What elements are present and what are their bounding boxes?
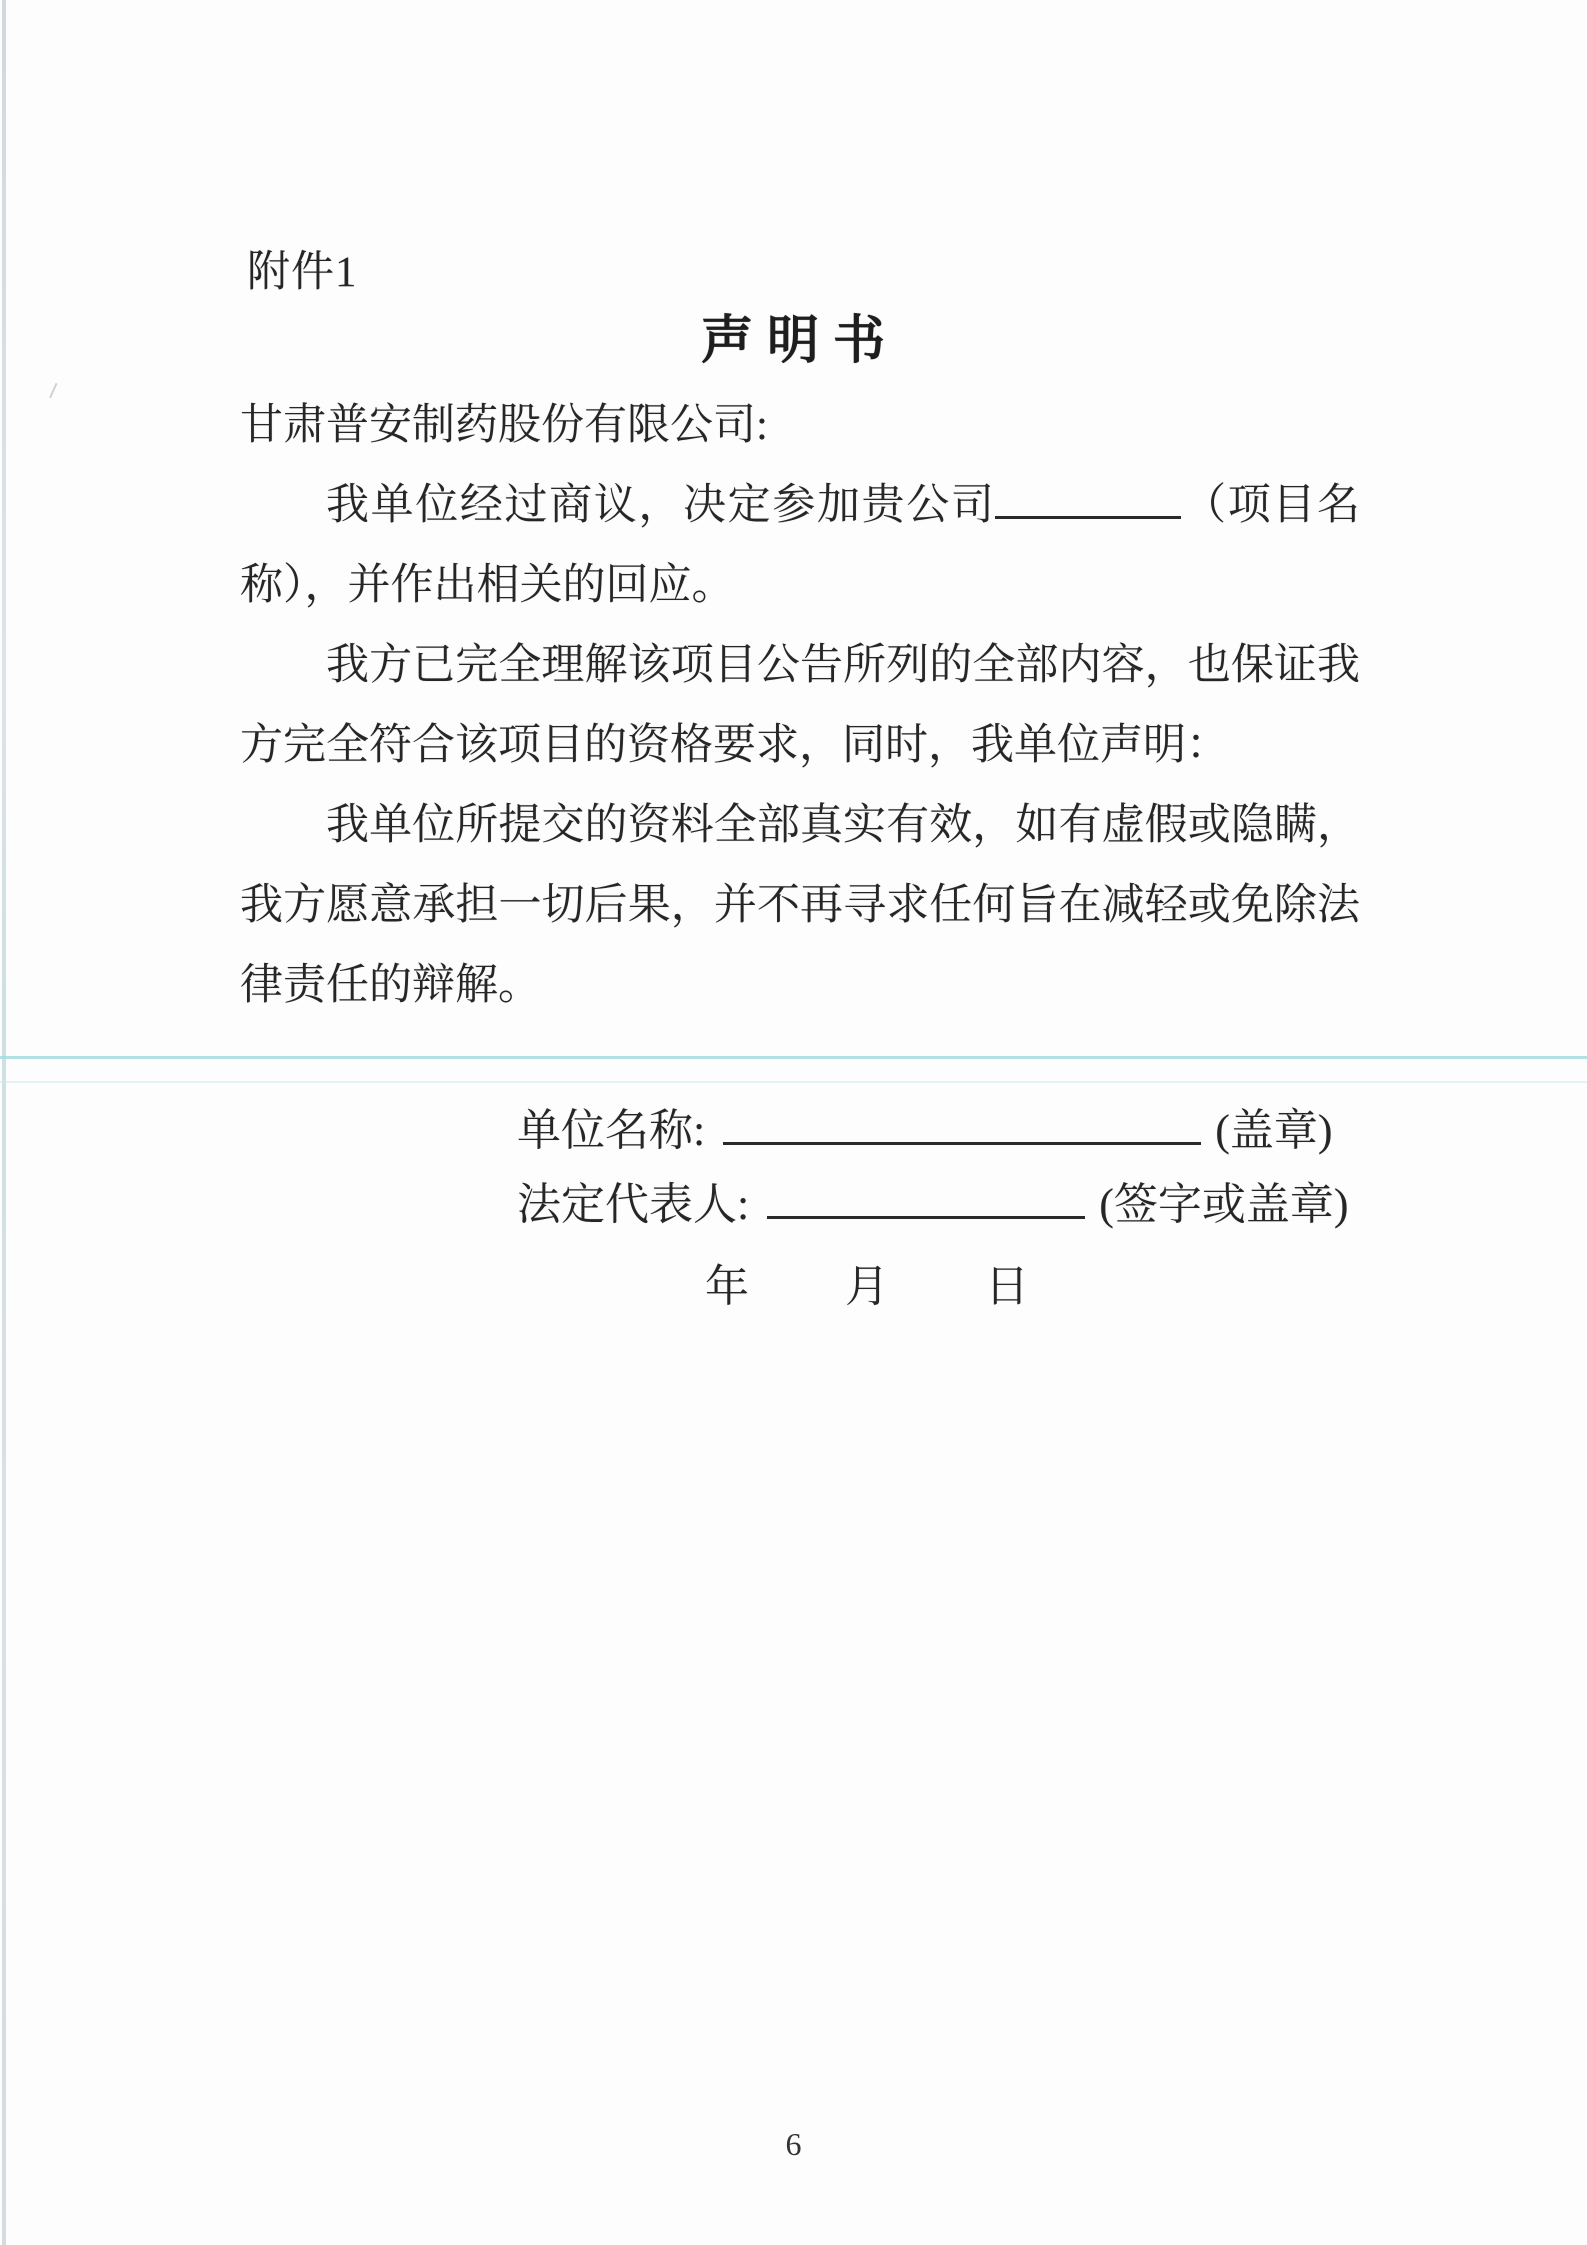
paragraph-understanding: 我方已完全理解该项目公告所列的全部内容，也保证我方完全符合该项目的资格要求，同时，我单位声明： <box>240 642 1360 769</box>
document-title: 声明书 <box>700 313 899 370</box>
legal-representative-label: 法定代表人: <box>517 1180 750 1229</box>
attachment-label: 附件1 <box>247 249 358 296</box>
cyan-scan-line-artifact <box>0 1056 1587 1059</box>
paragraph-authenticity: 我单位所提交的资料全部真实有效，如有虚假或隐瞒，我方愿意承担一切后果，并不再寻求任何旨在减轻或免除法律责任的辩解。 <box>240 802 1360 1009</box>
representative-blank-line <box>767 1179 1085 1219</box>
page-number: 6 <box>785 2126 802 2162</box>
date-month-label: 月 <box>845 1262 889 1311</box>
date-year-label: 年 <box>705 1262 749 1311</box>
company-name-label: 单位名称: <box>517 1106 706 1155</box>
scan-speck-artifact <box>49 383 64 401</box>
paragraph-1-before-blank: 我单位经过商议，决定参加贵公司 <box>326 482 996 529</box>
paragraph-participation <box>240 466 1360 626</box>
document-body <box>240 386 1360 1026</box>
company-signature-row <box>517 1094 1377 1168</box>
representative-signature-row <box>517 1168 1377 1242</box>
company-seal-note: (盖章) <box>1215 1106 1333 1155</box>
cyan-scan-line-artifact-faint <box>0 1081 1587 1083</box>
representative-seal-note: (签字或盖章) <box>1099 1180 1349 1229</box>
scanner-edge-artifact <box>2 0 6 2245</box>
paragraph-1-after-blank: （项目名称），并作出相关的回应。 <box>240 482 1361 609</box>
company-name-blank-line <box>723 1105 1201 1145</box>
project-name-blank-line <box>995 479 1181 519</box>
date-day-label: 日 <box>985 1262 1029 1311</box>
signature-block <box>517 1094 1377 1314</box>
recipient-line: 甘肃普安制药股份有限公司: <box>240 402 768 449</box>
date-line <box>517 1250 1377 1314</box>
